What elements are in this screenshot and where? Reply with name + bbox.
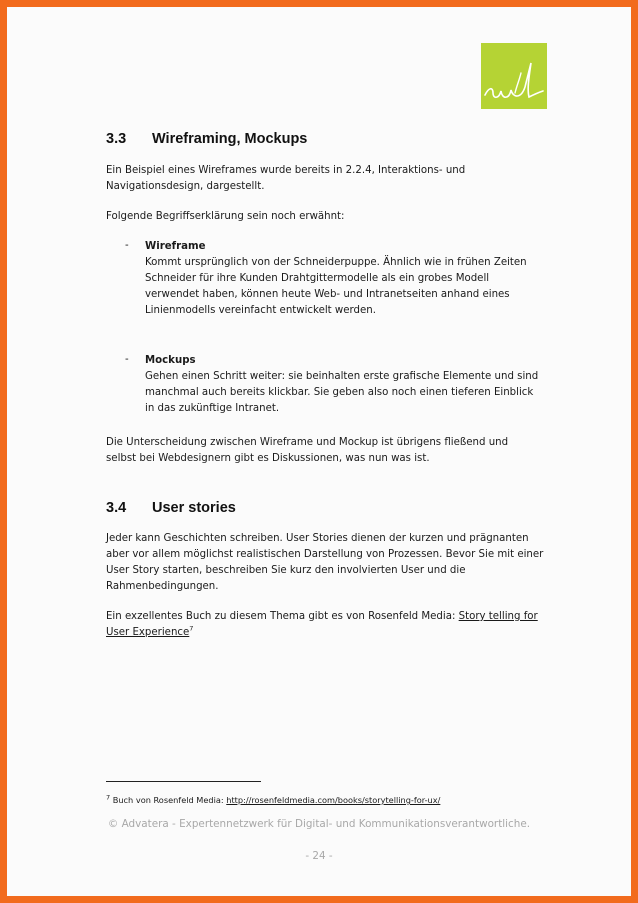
bullet-term: Wireframe xyxy=(145,241,206,252)
text-line: Die Unterscheidung zwischen Wireframe und Mockup ist übrigens fließend und xyxy=(106,437,509,448)
footer-copyright: © Advatera - Expertennetzwerk für Digital- und Kommunikationsverantwortliche. xyxy=(107,818,531,830)
text-line: Rahmenbedingungen. xyxy=(106,581,219,592)
text-line: Ein Beispiel eines Wireframes wurde bereits in 2.2.4, Interaktions- und xyxy=(106,165,466,176)
section-heading-3-3 xyxy=(106,131,307,147)
section-heading-3-4 xyxy=(106,500,236,516)
text-line: Schneider für ihre Kunden Drahtgittermodelle als ein grobes Modell xyxy=(145,273,490,284)
footnote-link[interactable]: http://rosenfeldmedia.com/books/storytelling-for-ux/ xyxy=(226,795,441,805)
text-line: Kommt ursprünglich von der Schneiderpuppe. Ähnlich wie in frühen Zeiten xyxy=(145,257,527,268)
text-line: aber vor allem möglichst realistischen Darstellung von Prozessen. Bevor Sie mit einer xyxy=(106,549,544,560)
text-line xyxy=(106,625,547,641)
bullet-dash: - xyxy=(125,240,129,251)
book-link[interactable]: Story telling for xyxy=(458,611,538,622)
paragraph-distinction xyxy=(106,435,547,467)
footnote xyxy=(106,795,440,805)
section-number: 3.3 xyxy=(106,131,127,147)
advatera-logo-icon xyxy=(481,43,547,109)
paragraph-user-stories xyxy=(106,531,547,595)
text-line: verwendet haben, können heute Web- und Intranetseiten anhand eines xyxy=(145,289,510,300)
section-title: Wireframing, Mockups xyxy=(152,131,308,147)
paragraph-intro xyxy=(106,163,547,195)
text-line: selbst bei Webdesignern gibt es Diskussionen, was nun was ist. xyxy=(106,453,430,464)
book-intro-text: Ein exzellentes Buch zu diesem Thema gibt es von Rosenfeld Media: xyxy=(106,611,459,622)
text-line: User Story starten, beschreiben Sie kurz den involvierten User und die xyxy=(106,565,466,576)
text-line xyxy=(106,609,547,625)
footnote-divider xyxy=(106,781,261,782)
book-link-continued[interactable]: User Experience xyxy=(106,627,190,638)
footnote-number: 7 xyxy=(106,793,111,802)
bullet-wireframe xyxy=(145,239,551,319)
bullet-term: Mockups xyxy=(145,355,196,366)
bullet-mockups xyxy=(145,353,551,417)
page-number: - 24 - xyxy=(305,850,333,862)
paragraph-book-reference xyxy=(106,609,547,641)
bullet-dash: - xyxy=(125,354,129,365)
text-line: Jeder kann Geschichten schreiben. User Stories dienen der kurzen und prägnanten xyxy=(106,533,529,544)
section-title: User stories xyxy=(152,500,236,516)
paragraph-definitions-intro: Folgende Begriffserklärung sein noch erwähnt: xyxy=(106,211,345,222)
document-page xyxy=(7,7,631,896)
section-number: 3.4 xyxy=(106,500,127,516)
text-line: Linienmodells vereinfacht entwickelt werden. xyxy=(145,305,376,316)
footnote-text: Buch von Rosenfeld Media: xyxy=(110,795,227,805)
text-line: Gehen einen Schritt weiter: sie beinhalten erste grafische Elemente und sind xyxy=(145,371,539,382)
footnote-reference[interactable]: 7 xyxy=(189,624,194,633)
text-line: in das zukünftige Intranet. xyxy=(145,403,280,414)
text-line: manchmal auch bereits klickbar. Sie geben also noch einen tieferen Einblick xyxy=(145,387,534,398)
text-line: Navigationsdesign, dargestellt. xyxy=(106,181,265,192)
